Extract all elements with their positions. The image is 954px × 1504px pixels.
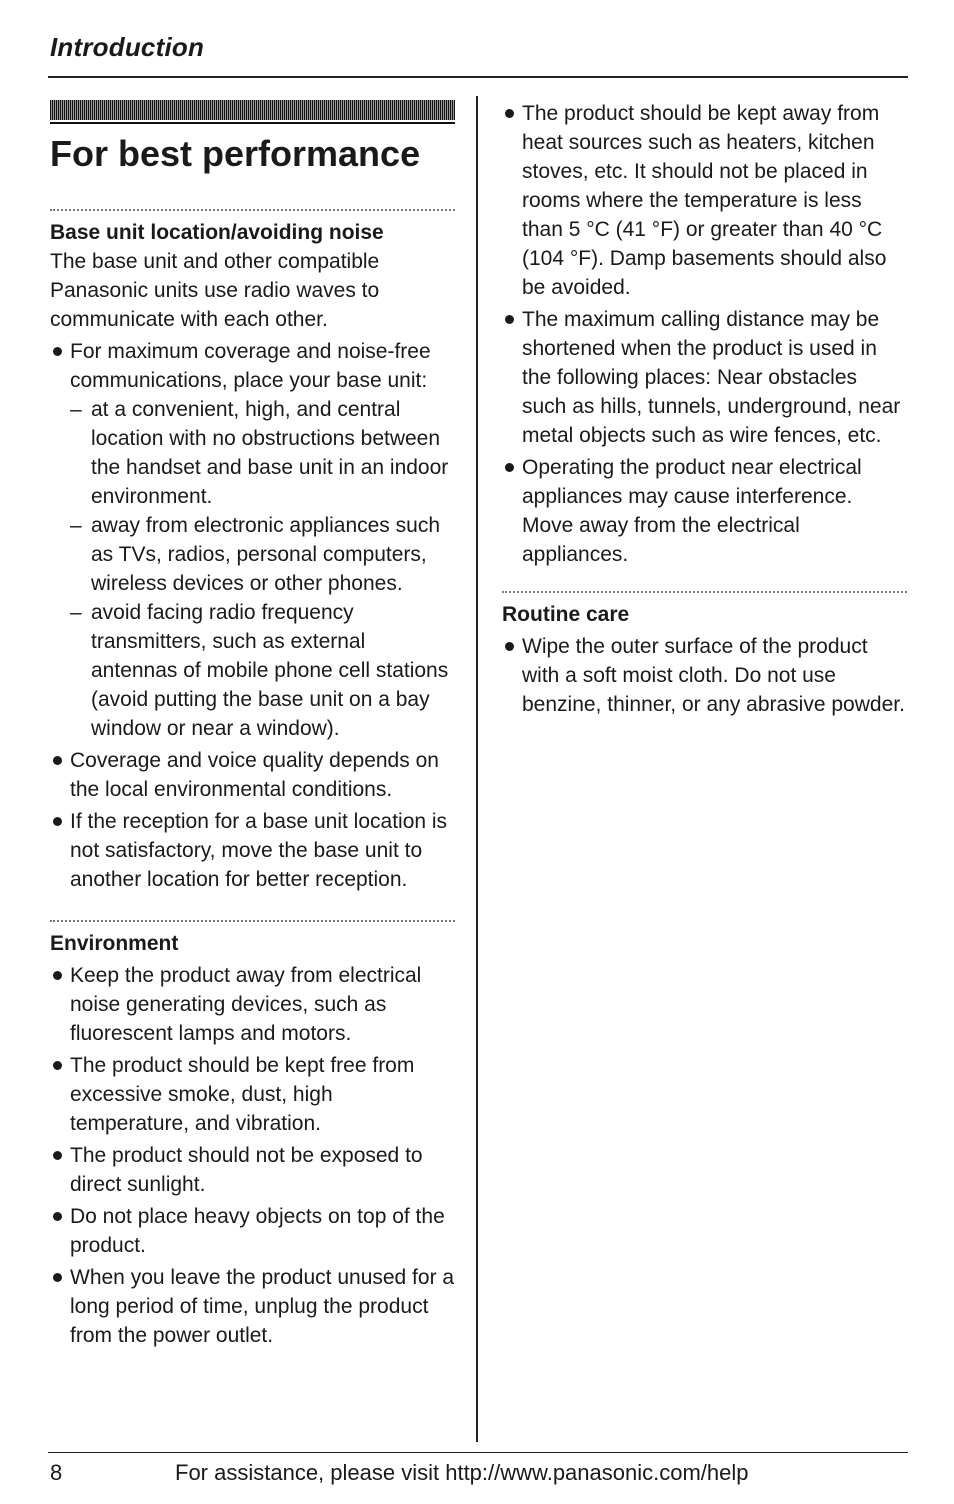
footer-help-text: For assistance, please visit http://www.panasonic.com/help [175, 1460, 749, 1485]
base-unit-intro: The base unit and other compatible Panasonic units use radio waves to communicate with each other. [50, 250, 380, 331]
section-divider [502, 591, 907, 593]
list-item [50, 337, 455, 743]
list-item: The product should not be exposed to direct sunlight. [50, 1141, 455, 1199]
column-divider [476, 96, 478, 1442]
left-column [50, 96, 455, 1350]
list-item: Coverage and voice quality depends on the local environmental conditions. [50, 746, 455, 804]
dash-item: – avoid facing radio frequency transmitters, such as external antennas of mobile phone cell stations (avoid putting the base unit on a bay window or near a window). [70, 598, 455, 743]
section-header: Introduction [50, 32, 205, 62]
placement-dash-list [70, 395, 455, 743]
base-unit-heading: Base unit location/avoiding noise [50, 221, 384, 244]
placement-bullets [502, 99, 907, 569]
list-item: If the reception for a base unit location is not satisfactory, move the base unit to another location for better reception. [50, 807, 455, 894]
routine-care-bullets [502, 632, 907, 719]
title-rule [50, 122, 455, 124]
list-item: The product should be kept away from heat sources such as heaters, kitchen stoves, etc. It should not be placed in rooms where the temperature is less than 5 °C (41 °F) or greater than 40 °C (104 °F). Damp basements should also be avoided. [502, 99, 907, 302]
page-title: For best performance [50, 133, 421, 174]
dash-item: – away from electronic appliances such as TVs, radios, personal computers, wireless devices or other phones. [70, 511, 455, 598]
list-item: Operating the product near electrical appliances may cause interference. Move away from the electrical appliances. [502, 453, 907, 569]
header-rule [48, 76, 908, 78]
right-column [502, 96, 907, 719]
footer-rule [48, 1452, 908, 1453]
list-item: Do not place heavy objects on top of the product. [50, 1202, 455, 1260]
routine-care-heading: Routine care [502, 603, 630, 626]
list-item: The product should be kept free from excessive smoke, dust, high temperature, and vibration. [50, 1051, 455, 1138]
list-item: Keep the product away from electrical noise generating devices, such as fluorescent lamps and motors. [50, 961, 455, 1048]
environment-bullets [50, 961, 455, 1350]
list-item: Wipe the outer surface of the product with a soft moist cloth. Do not use benzine, thinner, or any abrasive powder. [502, 632, 907, 719]
dash-item: – at a convenient, high, and central location with no obstructions between the handset and base unit in an indoor environment. [70, 395, 455, 511]
title-hatch-bar [50, 100, 455, 120]
environment-heading: Environment [50, 932, 179, 955]
section-divider [50, 920, 455, 922]
bullet-text: For maximum coverage and noise-free communications, place your base unit: [70, 340, 431, 392]
list-item: The maximum calling distance may be shortened when the product is used in the following places: Near obstacles such as hills, tunnels, underground, near metal objects such as wire fences, etc. [502, 305, 907, 450]
section-divider [50, 209, 455, 211]
list-item: When you leave the product unused for a long period of time, unplug the product from the power outlet. [50, 1263, 455, 1350]
page-number: 8 [50, 1460, 63, 1485]
base-unit-bullets [50, 337, 455, 894]
